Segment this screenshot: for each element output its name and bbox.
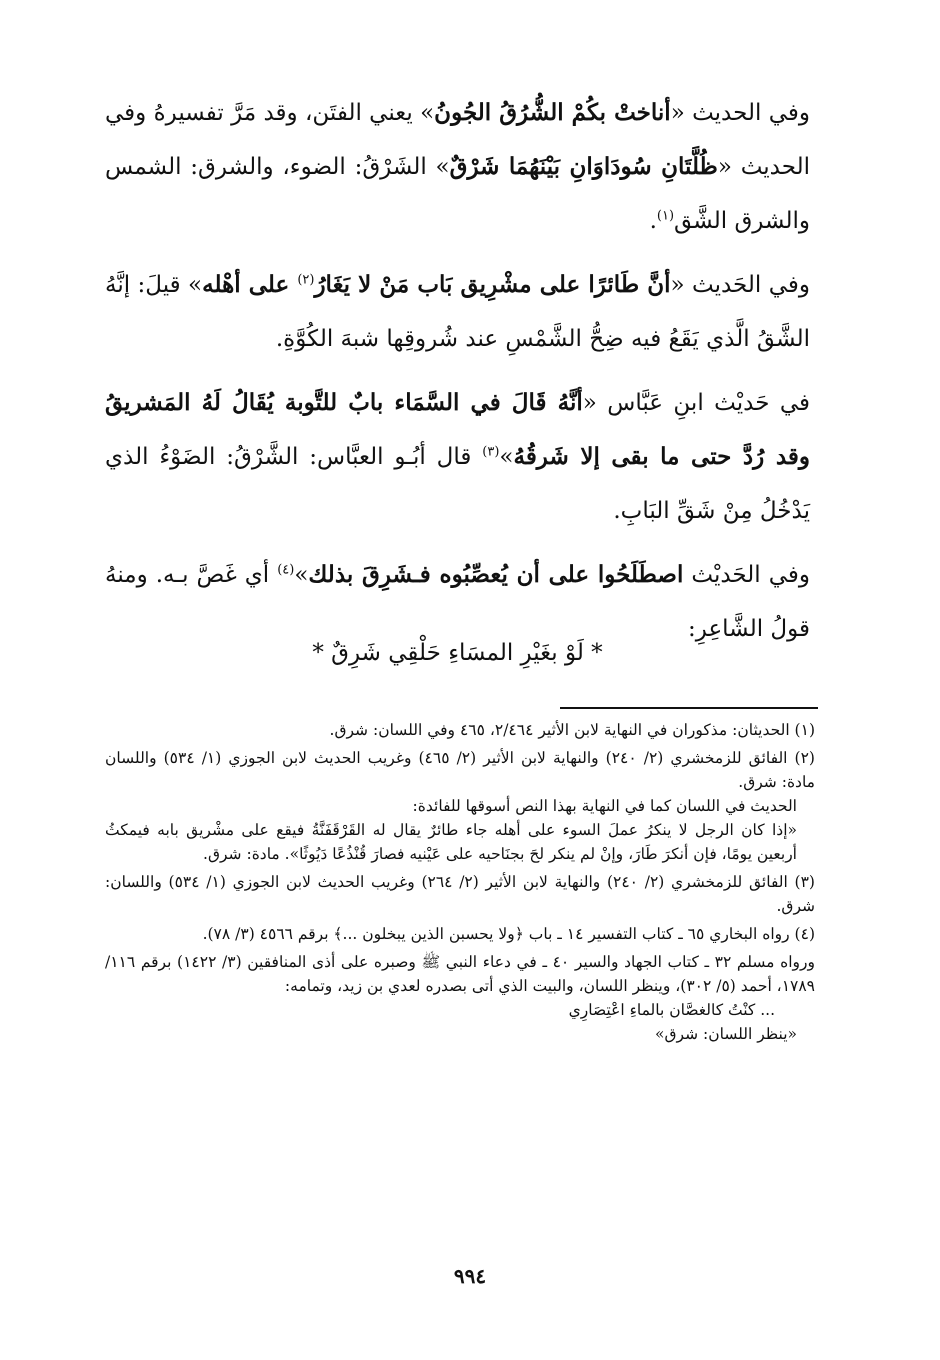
- paragraph-2-text-d: » قيلَ: إنَّهُ الشَّقُ الَّذي يَقَعُ فيه ضِحُّ الشَّمْسِ عند شُروقِها شبهَ الكُوَّةِ.: [105, 272, 810, 352]
- footnote-2-quote: «إذا كان الرجل لا ينكرُ عملَ السوء على أهله جاء طائرٌ يقال له القَرْقَفَنَّةُ فيقع على مشْريق بابه فيمكثُ أربعين يومًا، فإن أنكرَ طَارَ، وإنْ لم ينكر لحَ بجنَاحيه على عَيْنيه فصارَ قُنْذُعًا دَيُوثًا». مادة: شرق.: [105, 821, 797, 863]
- footnotes: [105, 718, 815, 1046]
- hadith-quote-2: ظُلَّتَانِ سُودَاوَانِ بَيْنَهُمَا شَرْقٌ: [449, 153, 718, 180]
- hadith-quote-1: أناختْ بكُمْ الشُّرُقُ الجُونُ: [434, 99, 671, 126]
- hadith-quote-4: أنَّهُ قَالَ في السَّمَاء بابٌ للتَّوبة يُقَالُ لَهُ المَشريقُ وقد رُدَّ حتى ما بقى إلا شَرقُهُ: [105, 389, 810, 470]
- footnote-4-continued: ورواه مسلم ٣٢ ـ كتاب الجهاد والسير ٤٠ ـ في دعاء النبي ﷺ وصبره على أذى المنافقين (٣/ ١٤٢٢) برقم ١١٦/ ١٧٨٩، أحمد (٥/ ٣٠٢)، وينظر اللسان، والبيت الذي أتى بصدره لعدي بن زيد، وتمامه:: [105, 953, 815, 995]
- paragraph-1-text-e: » الشَرْقُ: الضوء، والشرق: الشمس والشرق الشَّق: [105, 154, 810, 234]
- paragraph-1: [105, 86, 810, 248]
- paragraph-1-text-c: » يعني الفتَن، وقد مَرَّ تفسيرهُ وفي الحديث «: [105, 100, 811, 180]
- paragraph-4-text-a: وفي الحَديْث: [683, 562, 810, 588]
- paragraph-2: [105, 258, 810, 366]
- hadith-quote-3-end: على أهْله: [202, 271, 298, 298]
- footnote-3: (٣) الفائق للزمخشري (٢/ ٢٤٠) والنهاية لابن الأثير (٢/ ٢٦٤) وغريب الحديث لابن الجوزي (١/ ٥٣٤) واللسان: شرق.: [105, 873, 815, 915]
- page-number: ٩٩٤: [453, 1264, 487, 1288]
- paragraph-3-text-d: قال أبُـو العبَّاس: الشَّرْقُ: الضَوْءُ الذي يَدْخُلُ مِنْ شَقِّ البَابِ.: [105, 444, 810, 524]
- paragraph-4-text-c: »: [294, 562, 309, 588]
- footnote-divider: [560, 707, 818, 709]
- footnote-2-note: الحديث في اللسان كما في النهاية بهذا النص أسوقها للفائدة:: [412, 797, 797, 815]
- paragraph-3-text-a: في حَديْث ابنِ عَبَّاس «: [582, 390, 810, 416]
- footnote-2: (٢) الفائق للزمخشري (٢/ ٢٤٠) والنهاية لابن الأثير (٢/ ٤٦٥) وغريب الحديث لابن الجوزي (١/ ٥٣٤) واللسان مادة: شرق.: [105, 749, 815, 791]
- footnote-ref-1: (١): [656, 208, 675, 224]
- hadith-quote-5: اصطَلَحُوا على أن يُعصِّبُوه فـشَرِقَ بذلك: [308, 561, 684, 588]
- paragraph-3: [105, 376, 810, 538]
- footnote-4-verse: ... كنْتُ كالغصَّان بالماءِ اعْتِصَارِي: [568, 1001, 775, 1019]
- footnote-ref-3: (٣): [482, 444, 500, 460]
- hadith-quote-3: أنَّ طَائرًا على مشْرِيق بَاب مَنْ لا يَغَارُ: [314, 271, 671, 298]
- footnote-4: (٤) رواه البخاري ٦٥ ـ كتاب التفسير ١٤ ـ باب ﴿ولا يحسبن الذين يبخلون ...﴾ برقم ٤٥٦٦ (٣/ ٧٨).: [202, 925, 815, 943]
- paragraph-3-text-c: »: [499, 444, 514, 470]
- paragraph-4-text-d: أي غَصَّ بـه. ومنهُ قولُ الشَّاعِرِ:: [105, 562, 810, 642]
- paragraph-2-text-a: وفي الحَديث «: [670, 272, 810, 298]
- footnote-4-ref: «ينظر اللسان: شرق»: [655, 1025, 797, 1043]
- main-text: [105, 86, 810, 656]
- poetry-verse: * لَوْ بغَيْرِ المسَاءِ حَلْقِي شَرِقٌ *: [312, 640, 603, 666]
- paragraph-1-text-a: وفي الحديث «: [670, 100, 810, 126]
- paragraph-1-text-f: .: [649, 208, 657, 234]
- footnote-1: (١) الحديثان: مذكوران في النهاية لابن الأثير ٢/٤٦٤، ٤٦٥ وفي اللسان: شرق.: [329, 721, 815, 739]
- footnote-ref-4: (٤): [277, 562, 295, 578]
- footnote-ref-2: (٢): [297, 272, 315, 288]
